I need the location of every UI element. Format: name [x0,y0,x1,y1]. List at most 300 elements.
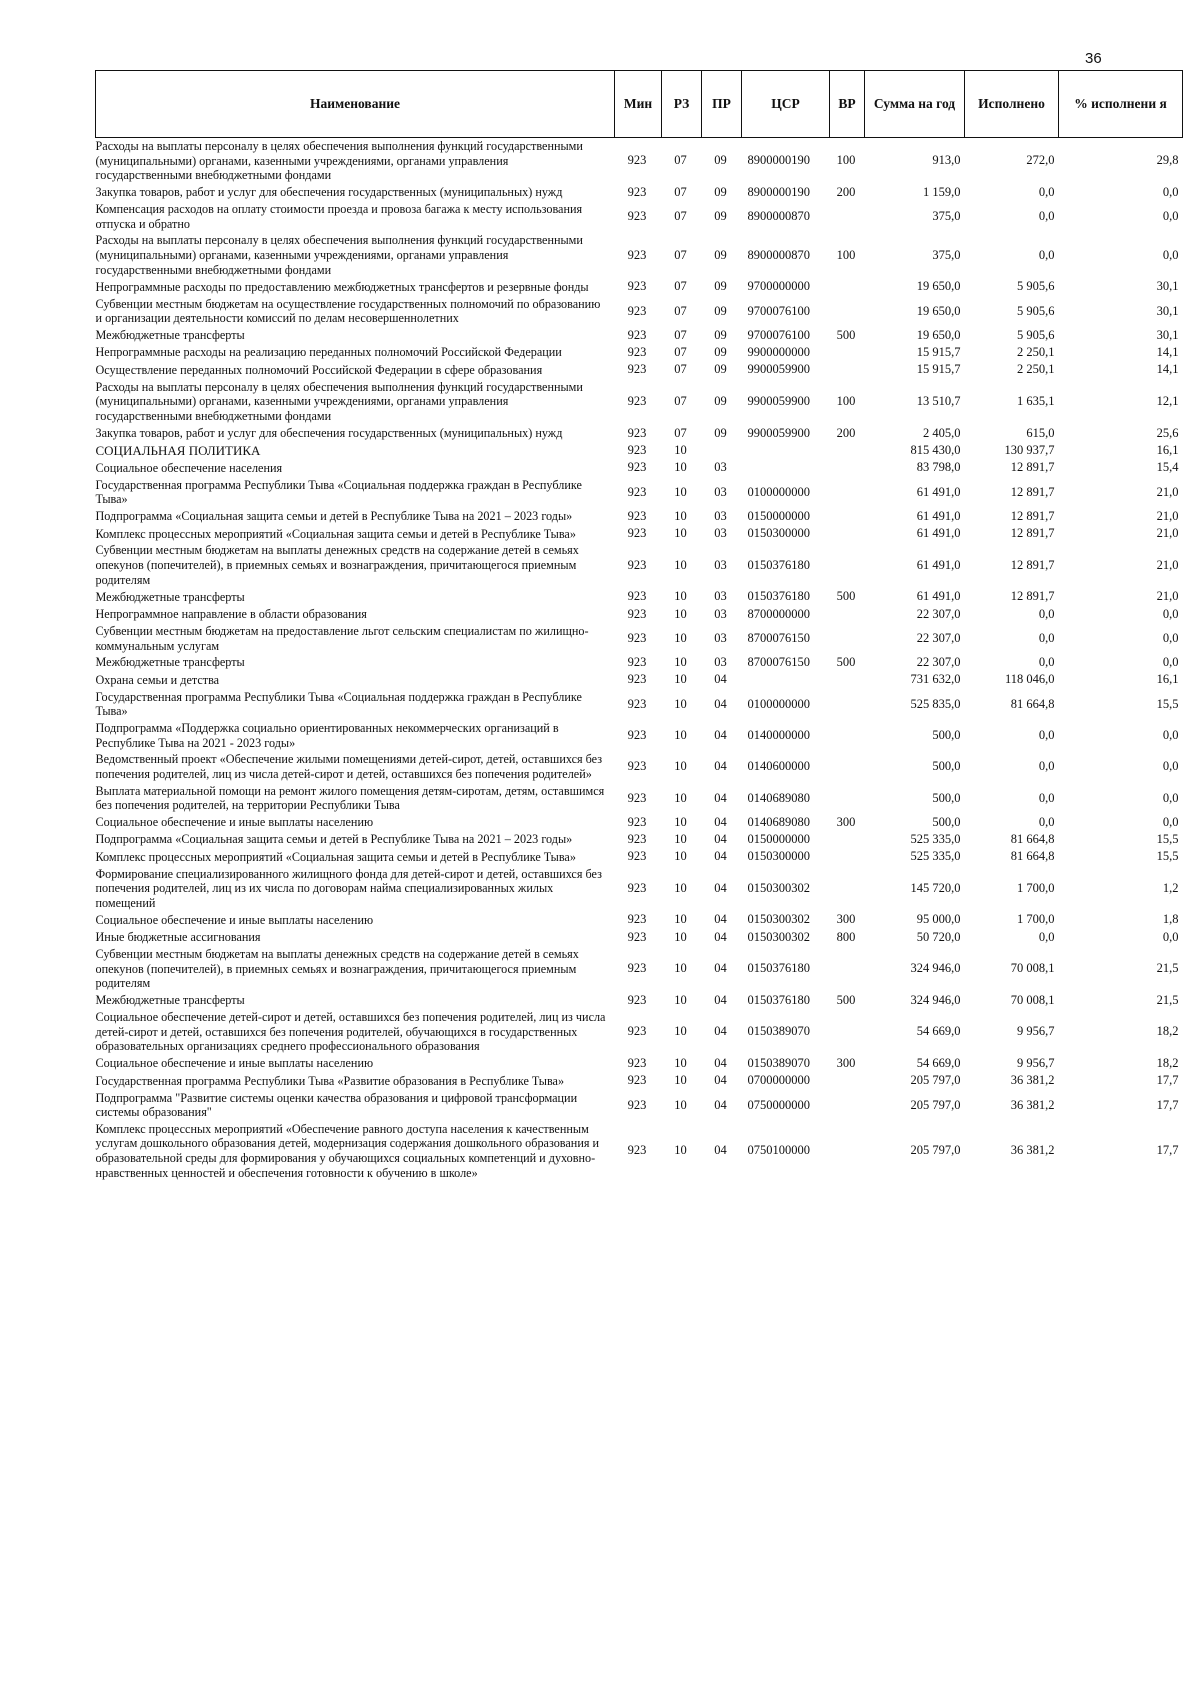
cell-csr [742,442,830,460]
cell-pct: 0,0 [1162,655,1179,670]
cell-name: Государственная программа Республики Тыва «Социальная поддержка граждан в Республике Тыва» [95,477,582,507]
cell-pr: 04 [714,849,727,864]
cell-pct: 15,5 [1156,849,1179,864]
cell-done: 2 250,1 [1017,362,1055,377]
cell-min: 923 [627,630,647,645]
cell-min: 923 [627,1056,647,1071]
cell-csr: 0150300302 [747,912,810,927]
table-row [96,751,1183,782]
table-row [96,946,1183,992]
cell-done: 118 046,0 [1004,672,1055,687]
cell-pr: 09 [714,279,727,294]
cell-pct: 0,0 [1162,209,1179,224]
cell-rz: 10 [674,1073,687,1088]
cell-done: 36 381,2 [1010,1097,1055,1112]
cell-vr [830,1072,865,1089]
cell-name: Расходы на выплаты персоналу в целях обеспечения выполнения функций государственными (муниципальными) органами, казенными учреждениями, органами управления государственными внебюджетными фондами [95,379,583,423]
cell-csr: 0150376180 [747,992,810,1007]
cell-rz: 10 [674,832,687,847]
cell-rz: 10 [674,630,687,645]
table-row [96,361,1183,378]
cell-done: 0,0 [1038,630,1055,645]
cell-csr: 0150300302 [747,929,810,944]
cell-csr: 8900000870 [747,247,810,262]
cell-csr [742,459,830,476]
cell-min: 923 [627,655,647,670]
cell-pr: 04 [714,880,727,895]
cell-pr: 03 [714,460,727,475]
cell-pct: 14,1 [1156,362,1179,377]
cell-rz: 10 [674,1056,687,1071]
cell-pct: 21,0 [1156,508,1179,523]
cell-vr: 300 [836,912,856,927]
cell-min: 923 [627,992,647,1007]
cell-pr: 04 [714,696,727,711]
cell-name: Социальное обеспечение и иные выплаты населению [95,1056,374,1071]
cell-rz: 10 [674,929,687,944]
cell-name: Расходы на выплаты персоналу в целях обеспечения выполнения функций государственными (муниципальными) органами, казенными учреждениями, органами управления государственными внебюджетными фондами [95,139,583,183]
cell-pr [702,442,742,460]
cell-done: 9 956,7 [1017,1024,1055,1039]
cell-pr: 04 [714,1143,727,1158]
cell-pr: 04 [714,1097,727,1112]
cell-pct: 25,6 [1156,425,1179,440]
cell-done: 0,0 [1038,209,1055,224]
cell-min: 923 [627,606,647,621]
table-row [96,720,1183,751]
cell-sum: 913,0 [932,153,961,168]
cell-min: 923 [627,790,647,805]
table-row [96,1072,1183,1089]
cell-pct: 1,2 [1162,880,1179,895]
cell-vr [830,623,865,654]
cell-name: Подпрограмма «Социальная защита семьи и детей в Республике Тыва на 2021 – 2023 годы» [95,509,573,524]
cell-pr: 09 [714,393,727,408]
cell-pct: 0,0 [1162,727,1179,742]
table-row [96,327,1183,344]
cell-csr: 8700076150 [747,655,810,670]
cell-pr: 04 [714,912,727,927]
cell-csr: 8700076150 [747,630,810,645]
cell-min: 923 [627,303,647,318]
cell-done: 81 664,8 [1010,832,1055,847]
cell-min: 923 [627,443,647,457]
cell-pr: 04 [714,929,727,944]
cell-sum: 324 946,0 [910,961,961,976]
cell-csr: 9900059900 [747,425,810,440]
cell-csr: 8900000190 [747,153,810,168]
cell-name: Субвенции местным бюджетам на выплаты денежных средств на содержание детей в семьях опекунов (попечителей), в приемных семьях и вознаграждения, причитающегося приемным родителям [95,543,579,587]
cell-rz: 10 [674,912,687,927]
cell-csr: 0140600000 [747,759,810,774]
cell-rz: 07 [674,303,687,318]
cell-sum: 50 720,0 [916,929,961,944]
cell-sum: 95 000,0 [916,912,961,927]
cell-sum: 19 650,0 [916,327,961,342]
cell-sum: 375,0 [932,247,961,262]
cell-rz: 10 [674,880,687,895]
header-done: Исполнено [965,71,1059,138]
cell-pct: 30,1 [1156,327,1179,342]
table-row [96,929,1183,946]
cell-pct: 17,7 [1156,1143,1179,1158]
cell-pct: 16,1 [1156,443,1179,457]
cell-rz: 07 [674,393,687,408]
cell-pr: 04 [714,814,727,829]
cell-sum: 83 798,0 [916,460,961,475]
cell-sum: 500,0 [932,759,961,774]
cell-min: 923 [627,362,647,377]
cell-csr: 0140000000 [747,727,810,742]
cell-pr: 04 [714,727,727,742]
cell-pr: 03 [714,557,727,572]
cell-csr: 0700000000 [747,1073,810,1088]
table-row [96,542,1183,588]
cell-done: 12 891,7 [1010,460,1055,475]
cell-rz: 10 [674,849,687,864]
cell-done: 9 956,7 [1017,1056,1055,1071]
cell-done: 12 891,7 [1010,526,1055,541]
cell-name: Межбюджетные трансферты [95,993,245,1008]
cell-sum: 61 491,0 [916,589,961,604]
cell-pct: 14,1 [1156,345,1179,360]
cell-done: 5 905,6 [1017,303,1055,318]
cell-vr: 800 [836,929,856,944]
cell-pr: 09 [714,303,727,318]
cell-pr: 03 [714,526,727,541]
cell-csr: 0750100000 [747,1143,810,1158]
table-row [96,1121,1183,1182]
cell-rz: 07 [674,247,687,262]
cell-vr [830,459,865,476]
cell-vr [830,1121,865,1182]
cell-rz: 10 [674,759,687,774]
cell-name: Комплекс процессных мероприятий «Социальная защита семьи и детей в Республике Тыва» [95,526,576,541]
cell-vr [830,751,865,782]
header-name: Наименование [96,71,615,138]
header-min: Мин [615,71,662,138]
table-row [96,783,1183,814]
cell-csr: 0140689080 [747,814,810,829]
cell-csr: 9700000000 [747,279,810,294]
cell-sum: 61 491,0 [916,484,961,499]
cell-rz: 10 [674,727,687,742]
table-body [96,138,1183,1182]
cell-csr: 8700000000 [747,606,810,621]
cell-name: Формирование специализированного жилищного фонда для детей-сирот и детей, оставшихся без попечения родителей, лиц из их числа по договорам найма специализированных жилых помещений [95,866,602,910]
cell-rz: 07 [674,184,687,199]
cell-pr: 04 [714,1024,727,1039]
cell-csr: 0150000000 [747,508,810,523]
cell-min: 923 [627,929,647,944]
header-pct: % исполнени я [1059,71,1183,138]
cell-done: 0,0 [1038,184,1055,199]
cell-min: 923 [627,880,647,895]
cell-pct: 12,1 [1156,393,1179,408]
cell-done: 70 008,1 [1010,992,1055,1007]
cell-name: Осуществление переданных полномочий Российской Федерации в сфере образования [95,362,543,377]
cell-vr: 100 [836,153,856,168]
cell-pr: 03 [714,589,727,604]
cell-name: Межбюджетные трансферты [95,328,245,343]
cell-min: 923 [627,912,647,927]
cell-done: 1 700,0 [1017,912,1055,927]
table-row [96,654,1183,671]
table-header-row [96,71,1183,138]
cell-min: 923 [627,849,647,864]
cell-vr: 500 [836,589,856,604]
cell-min: 923 [627,153,647,168]
cell-vr: 100 [836,393,856,408]
cell-pr: 03 [714,655,727,670]
cell-sum: 375,0 [932,209,961,224]
cell-vr [830,946,865,992]
cell-pct: 18,2 [1156,1024,1179,1039]
cell-done: 12 891,7 [1010,557,1055,572]
header-sum: Сумма на год [865,71,965,138]
cell-rz: 07 [674,279,687,294]
table-row [96,477,1183,508]
cell-sum: 22 307,0 [916,606,961,621]
cell-rz: 07 [674,362,687,377]
cell-vr [830,296,865,327]
cell-pr: 04 [714,992,727,1007]
cell-rz: 10 [674,1097,687,1112]
cell-pct: 16,1 [1156,672,1179,687]
cell-rz: 10 [674,508,687,523]
cell-pct: 30,1 [1156,279,1179,294]
cell-sum: 2 405,0 [923,425,961,440]
cell-name: Закупка товаров, работ и услуг для обеспечения государственных (муниципальных) нужд [95,425,563,440]
table-row [96,689,1183,720]
cell-pct: 0,0 [1162,247,1179,262]
cell-done: 1 635,1 [1017,393,1055,408]
cell-pr: 09 [714,184,727,199]
cell-vr [830,508,865,525]
cell-name: Государственная программа Республики Тыва «Социальная поддержка граждан в Республике Тыва» [95,689,582,719]
cell-vr [830,278,865,295]
cell-pct: 15,4 [1156,460,1179,475]
cell-name: Социальное обеспечение населения [95,460,283,475]
cell-min: 923 [627,1097,647,1112]
cell-csr: 0750000000 [747,1097,810,1112]
table-row [96,992,1183,1009]
cell-pr: 03 [714,484,727,499]
cell-sum: 19 650,0 [916,279,961,294]
cell-vr [830,831,865,848]
cell-sum: 731 632,0 [910,672,961,687]
cell-rz: 10 [674,443,687,457]
cell-done: 130 937,7 [1004,443,1055,457]
cell-min: 923 [627,460,647,475]
cell-rz: 10 [674,790,687,805]
cell-done: 0,0 [1038,790,1055,805]
table-row [96,508,1183,525]
cell-pct: 21,0 [1156,589,1179,604]
cell-pr: 04 [714,1056,727,1071]
cell-min: 923 [627,247,647,262]
cell-min: 923 [627,1024,647,1039]
cell-name: Закупка товаров, работ и услуг для обеспечения государственных (муниципальных) нужд [95,185,563,200]
cell-rz: 10 [674,606,687,621]
table-row [96,296,1183,327]
cell-done: 0,0 [1038,929,1055,944]
table-row [96,232,1183,278]
cell-pr: 04 [714,790,727,805]
cell-csr: 0150389070 [747,1024,810,1039]
cell-vr [830,783,865,814]
cell-csr: 9900059900 [747,362,810,377]
cell-done: 0,0 [1038,759,1055,774]
cell-done: 36 381,2 [1010,1073,1055,1088]
cell-name: Субвенции местным бюджетам на осуществление государственных полномочий по образованию и организации деятельности комиссий по делам несовершеннолетних [95,296,601,326]
header-pr: ПР [702,71,742,138]
cell-name: Непрограммное направление в области образования [95,606,367,621]
cell-pr: 03 [714,508,727,523]
table-row [96,459,1183,476]
cell-sum: 61 491,0 [916,508,961,523]
cell-sum: 15 915,7 [916,362,961,377]
cell-pct: 0,0 [1162,606,1179,621]
cell-name: Субвенции местным бюджетам на выплаты денежных средств на содержание детей в семьях опекунов (попечителей), в приемных семьях и вознаграждения, причитающегося приемным родителям [95,946,579,991]
cell-pr: 09 [714,247,727,262]
cell-pct: 17,7 [1156,1073,1179,1088]
cell-pr: 03 [714,630,727,645]
cell-min: 923 [627,1143,647,1158]
cell-sum: 54 669,0 [916,1024,961,1039]
cell-sum: 815 430,0 [910,443,961,457]
cell-pr: 09 [714,153,727,168]
cell-done: 12 891,7 [1010,589,1055,604]
cell-rz: 10 [674,484,687,499]
cell-csr: 0150000000 [747,832,810,847]
header-csr: ЦСР [742,71,830,138]
cell-name: Комплекс процессных мероприятий «Обеспечение равного доступа населения к качественным услугам дошкольного образования детей, модернизация содержания дошкольного образования и образовательной среды для формирования у обучающихся социальных компетенций и духовно-нравственных ценностей и обеспечения готовности к обучению в школе» [95,1121,600,1180]
cell-vr [830,477,865,508]
cell-vr: 300 [836,1056,856,1071]
cell-pr: 04 [714,672,727,687]
header-rz: РЗ [662,71,702,138]
cell-rz: 10 [674,655,687,670]
cell-pr: 03 [714,606,727,621]
cell-name: Субвенции местным бюджетам на предоставление льгот сельским специалистам по жилищно-коммунальным услугам [95,623,589,653]
cell-min: 923 [627,279,647,294]
cell-name: Социальное обеспечение детей-сирот и детей, оставшихся без попечения родителей, лиц из числа детей-сирот и детей, оставшихся без попечения родителей, обучающихся в государственных образовательных организациях среднего профессионального образования [95,1010,606,1054]
budget-table [95,70,1183,1181]
cell-name: Социальное обеспечение и иные выплаты населению [95,912,374,927]
table-row [96,138,1183,184]
cell-min: 923 [627,961,647,976]
cell-min: 923 [627,759,647,774]
cell-vr [830,606,865,623]
cell-pct: 0,0 [1162,759,1179,774]
cell-pct: 30,1 [1156,303,1179,318]
cell-name: СОЦИАЛЬНАЯ ПОЛИТИКА [95,442,261,458]
cell-vr [830,361,865,378]
cell-csr: 0150300000 [747,849,810,864]
cell-rz: 10 [674,526,687,541]
cell-rz: 10 [674,1024,687,1039]
cell-pr: 09 [714,209,727,224]
table-row [96,671,1183,688]
cell-name: Непрограммные расходы по предоставлению межбюджетных трансфертов и резервные фонды [95,279,589,294]
cell-done: 615,0 [1026,425,1055,440]
cell-sum: 205 797,0 [910,1143,961,1158]
cell-vr: 100 [836,247,856,262]
cell-sum: 22 307,0 [916,630,961,645]
cell-vr: 500 [836,327,856,342]
cell-csr: 0150300000 [747,526,810,541]
cell-csr: 0140689080 [747,790,810,805]
cell-vr [830,720,865,751]
cell-done: 81 664,8 [1010,849,1055,864]
cell-done: 0,0 [1038,727,1055,742]
cell-done: 70 008,1 [1010,961,1055,976]
cell-rz: 10 [674,992,687,1007]
cell-rz: 10 [674,814,687,829]
cell-pct: 15,5 [1156,832,1179,847]
cell-sum: 61 491,0 [916,526,961,541]
cell-vr: 500 [836,655,856,670]
cell-pct: 0,0 [1162,929,1179,944]
table-row [96,848,1183,865]
cell-sum: 500,0 [932,814,961,829]
cell-name: Компенсация расходов на оплату стоимости проезда и провоза багажа к месту использования отпуска и обратно [95,202,583,231]
cell-name: Выплата материальной помощи на ремонт жилого помещения детям-сиротам, детям, оставшимся без попечения родителей, на территории Республики Тыва [95,783,605,813]
table-row [96,606,1183,623]
table-row [96,911,1183,928]
cell-csr: 0150389070 [747,1056,810,1071]
cell-min: 923 [627,557,647,572]
cell-pr: 09 [714,327,727,342]
cell-pct: 0,0 [1162,814,1179,829]
cell-done: 0,0 [1038,247,1055,262]
cell-vr: 200 [836,425,856,440]
cell-vr [830,344,865,361]
cell-min: 923 [627,672,647,687]
cell-min: 923 [627,526,647,541]
cell-done: 1 700,0 [1017,880,1055,895]
cell-csr [742,671,830,688]
table-row [96,379,1183,425]
cell-sum: 15 915,7 [916,345,961,360]
cell-rz: 10 [674,1143,687,1158]
cell-rz: 07 [674,327,687,342]
cell-min: 923 [627,589,647,604]
table-row [96,866,1183,912]
cell-min: 923 [627,484,647,499]
cell-name: Непрограммные расходы на реализацию переданных полномочий Российской Федерации [95,345,562,360]
table-row [96,814,1183,831]
table-row [96,1009,1183,1055]
cell-csr: 9700076100 [747,327,810,342]
cell-name: Межбюджетные трансферты [95,655,245,670]
table-row [96,344,1183,361]
cell-csr: 0100000000 [747,696,810,711]
cell-pct: 21,0 [1156,557,1179,572]
cell-csr: 0150376180 [747,589,810,604]
cell-csr: 8900000190 [747,184,810,199]
cell-vr: 500 [836,992,856,1007]
cell-sum: 205 797,0 [910,1097,961,1112]
cell-name: Подпрограмма «Поддержка социально ориентированных некоммерческих организаций в Республике Тыва на 2021 - 2023 годы» [95,720,559,750]
cell-pct: 17,7 [1156,1097,1179,1112]
cell-csr: 8900000870 [747,209,810,224]
cell-name: Иные бюджетные ассигнования [95,930,261,944]
cell-min: 923 [627,393,647,408]
cell-pr: 09 [714,425,727,440]
cell-sum: 61 491,0 [916,557,961,572]
